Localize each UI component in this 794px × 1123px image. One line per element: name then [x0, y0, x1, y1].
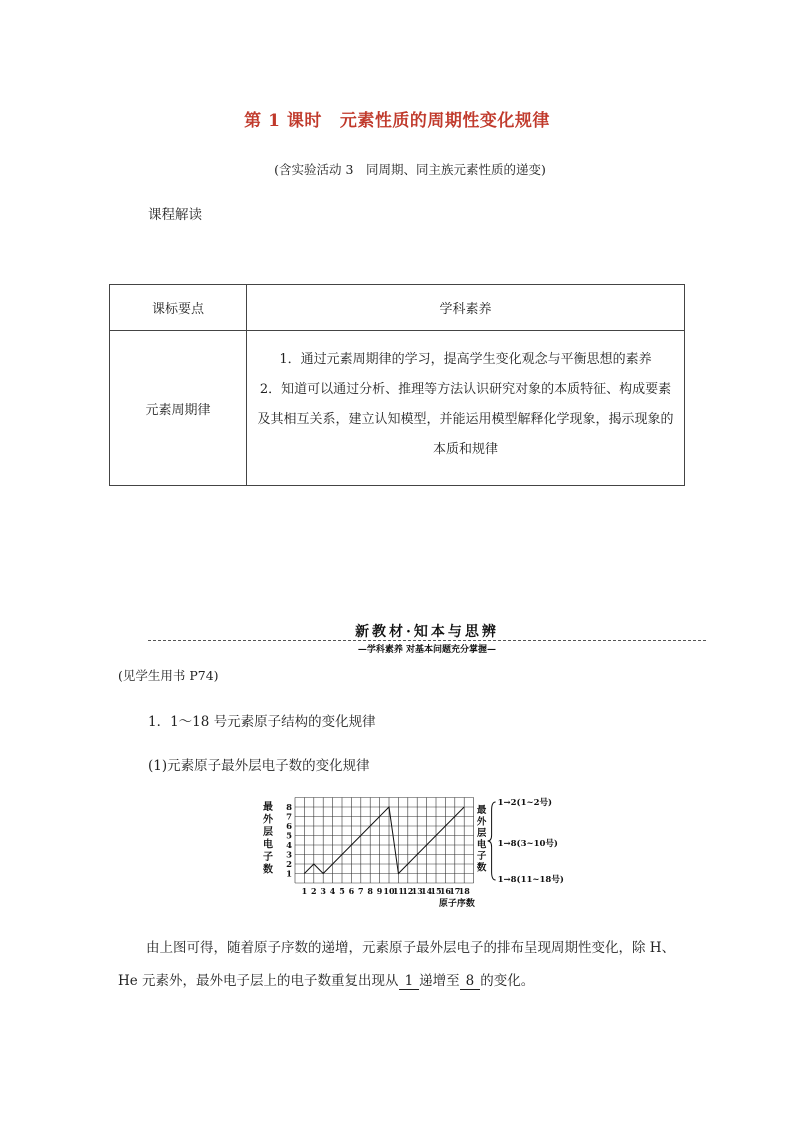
right-label-char: 电	[476, 839, 487, 851]
page-title	[0, 106, 794, 131]
chart-grid	[295, 798, 474, 884]
x-tick-label: 5	[339, 886, 345, 896]
chart-right-label	[477, 804, 487, 874]
chart-series-line	[304, 807, 464, 874]
y-tick-label: 3	[286, 850, 292, 861]
table-row	[110, 331, 685, 486]
y-tick-label: 1	[286, 869, 292, 880]
banner-divider	[148, 640, 706, 641]
point-heading: 1．1～18 号元素原子结构的变化规律	[148, 714, 376, 730]
conclusion-middle: 递增至	[419, 973, 460, 989]
y-tick-label: 5	[286, 831, 292, 842]
conclusion-end: 的变化。	[480, 973, 535, 989]
x-tick-label: 6	[348, 886, 355, 896]
standard-item: 1．通过元素周期律的学习，提高学生变化观念与平衡思想的素养	[279, 352, 652, 367]
y-label-char: 数	[263, 864, 273, 876]
table-header-row	[110, 285, 685, 331]
section-banner-subtitle: —学科素养 对基本问题充分掌握—	[357, 645, 497, 655]
right-label-char: 数	[476, 862, 487, 874]
y-tick-label: 2	[286, 860, 292, 870]
right-label-char: 层	[476, 828, 487, 839]
chart-annotation: 1→2(1~2号)	[497, 798, 553, 808]
x-tick-label: 1	[301, 886, 308, 896]
y-label-char: 最	[263, 802, 273, 813]
chart-x-label: 原子序数	[438, 899, 475, 909]
x-tick-label: 2	[311, 886, 317, 896]
conclusion-paragraph	[118, 932, 684, 998]
chart-annotation: 1→8(11~18号)	[497, 875, 564, 885]
book-reference: (见学生用书 P74)	[118, 668, 219, 683]
chart-y-ticks	[286, 803, 292, 880]
standard-item: 2．知道可以通过分析、推理等方法认识研究对象的本质特征、构成要素及其相互关系，建立认知模型，并能运用模型解释化学现象，揭示现象的本质和规律	[257, 382, 674, 457]
x-tick-label: 7	[358, 886, 364, 896]
y-label-char: 电	[263, 839, 273, 851]
point-subheading: (1)元素原子最外层电子数的变化规律	[148, 758, 370, 774]
right-label-char: 子	[476, 851, 487, 862]
x-tick-label: 12	[402, 886, 414, 896]
x-tick-label: 18	[458, 886, 470, 896]
x-tick-label: 9	[376, 886, 383, 896]
y-tick-label: 6	[286, 822, 292, 832]
chart-x-ticks	[302, 886, 471, 896]
y-tick-label: 7	[286, 812, 292, 823]
y-label-char: 层	[263, 827, 273, 838]
y-label-char: 子	[263, 852, 273, 863]
electron-chart	[255, 796, 575, 916]
section-banner: 新教材·知本与思辨	[355, 624, 499, 640]
page-subtitle: (含实验活动 3 同周期、同主族元素性质的递变)	[274, 162, 546, 177]
right-label-char: 外	[476, 816, 487, 828]
x-tick-label: 13	[411, 886, 423, 896]
conclusion-text: 由上图可得，随着原子序数的递增，元素原子最外层电子的排布呈现周期性变化，除 H、He 元素外，最外电子层上的电子数重复出现从	[118, 940, 676, 989]
table-header-cell: 课标要点	[110, 285, 247, 331]
answer-blank: 1	[399, 973, 420, 990]
x-tick-label: 8	[367, 886, 373, 896]
chart-annotation: 1→8(3~10号)	[497, 839, 558, 849]
y-tick-label: 8	[286, 803, 292, 813]
brace-shape	[488, 802, 496, 880]
table-row-label: 元素周期律	[110, 331, 247, 486]
answer-blank: 8	[460, 973, 481, 990]
chart-y-label	[263, 800, 274, 876]
x-tick-label: 4	[329, 886, 336, 896]
table-header-cell: 学科素养	[247, 285, 685, 331]
lesson-number: 第 1 课时	[244, 111, 322, 131]
y-label-char: 外	[263, 814, 273, 826]
x-tick-label: 14	[421, 886, 433, 896]
x-tick-label: 3	[320, 886, 326, 896]
x-tick-label: 17	[449, 886, 461, 896]
chart-brace	[488, 802, 496, 880]
y-tick-label: 4	[286, 841, 292, 851]
x-tick-label: 10	[383, 886, 395, 896]
right-label-char: 最	[476, 805, 487, 816]
x-tick-label: 15	[430, 886, 442, 896]
course-reading-label: 课程解读	[148, 207, 202, 223]
lesson-title: 元素性质的周期性变化规律	[339, 111, 550, 131]
table-cell-content	[247, 331, 685, 486]
x-tick-label: 11	[392, 886, 404, 896]
x-tick-label: 16	[439, 886, 451, 896]
standards-table	[109, 284, 685, 486]
chart-annotations	[498, 797, 564, 885]
